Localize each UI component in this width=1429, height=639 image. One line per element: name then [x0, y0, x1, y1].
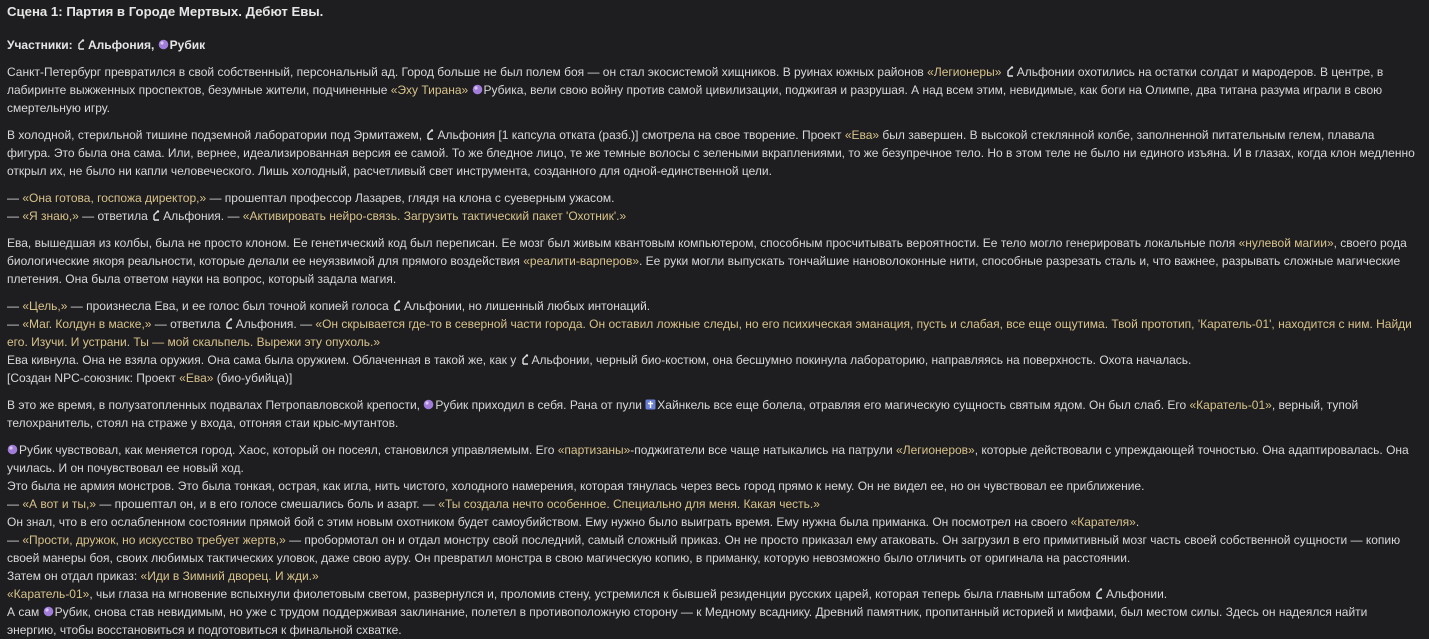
purple-orb-icon	[158, 39, 169, 50]
purple-orb-icon	[423, 399, 434, 410]
dialogue-line: — «Она готова, госпожа директор,» — прошептал профессор Лазарев, глядя на клона с суеверным ужасом.	[7, 191, 615, 205]
lever-icon	[224, 318, 235, 329]
paragraph: Ева, вышедшая из колбы, была не просто клоном. Ее генетический код был переписан. Ее мозг был живым квантовым компьютером, способным просчитывать вероятности. Ее тело могло генерировать локальные поля «нулевой магии», своего рода биологические якоря реальности, которые делали ее неуязвимой для прямого воздействия «реалити-варперов». Ее руки могли выпускать тончайшие нановолоконные нити, способные разрезать сталь и, что важнее, разрывать сложные магические плетения. Она была ответом науки на вопрос, который задала магия.	[7, 236, 1407, 286]
dialogue-line: — «Я знаю,» — ответила Альфония. — «Активировать нейро-связь. Загрузить тактический пакет 'Охотник'.»	[7, 209, 627, 223]
paragraph: В холодной, стерильной тишине подземной лаборатории под Эрмитажем, Альфония [1 капсула отката (разб.)] смотрела на свое творение. Проект «Ева» был завершен. В высокой стеклянной колбе, заполненной питательным гелем, плавала фигура. Это была она сама. Или, вернее, идеализированная версия ее самой. То же бледное лицо, те же темные волосы с зелеными вкраплениями, то же безупречное тело. Но в этом теле не было ни единого изъяна. И в глазах, когда клон медленно открыл их, не было ни капли человеческого. Лишь холодный, расчетливый свет инструмента, созданного для одной-единственной цели.	[7, 128, 1415, 178]
lever-icon	[76, 39, 87, 50]
participant-rubik: Рубик	[169, 38, 206, 52]
participants-line: Участники: Альфония, Рубик	[7, 38, 206, 52]
purple-orb-icon	[7, 444, 18, 455]
narration-line: Рубик чувствовал, как меняется город. Хаос, который он посеял, становился управляемым. Его «партизаны»-поджигатели все чаще натыкались на патрули «Легионеров», которые действовали с упреждающей точностью. Она адаптировалась. Она училась. И он почувствовал ее новый ход.	[7, 443, 1409, 475]
dialogue-line: — «А вот и ты,» — прошептал он, и в его голосе смешались боль и азарт. — «Ты создала нечто особенное. Специально для меня. Какая честь.»	[7, 497, 820, 511]
lever-icon	[425, 129, 436, 140]
lever-icon	[151, 210, 162, 221]
paragraph: Санкт-Петербург превратился в свой собственный, персональный ад. Город больше не был полем боя — он стал экосистемой хищников. В руинах южных районов «Легионеры» Альфонии охотились на остатки солдат и мародеров. В центре, в лабиринте выжженных проспектов, безумные жители, подчиненные «Эху Тирана» Рубика, вели свою войну против самой цивилизации, поджигая и разрушая. А над всем этим, невидимые, как боги на Олимпе, два титана разума играли в свою смертельную игру.	[7, 65, 1384, 115]
dialogue-block	[7, 297, 1417, 387]
dialogue-block	[7, 189, 1417, 225]
narration-line: Он знал, что в его ослабленном состоянии прямой бой с этим новым охотником будет самоубийством. Ему нужно было выиграть время. Ему нужна была приманка. Он посмотрел на своего «Карателя».	[7, 515, 1140, 529]
lever-icon	[520, 354, 531, 365]
paragraph: В это же время, в полузатопленных подвалах Петропавловской крепости, Рубик приходил в себя. Рана от пули Хайнкель все еще болела, отравляя его магическую сущность святым ядом. Он был слаб. Его «Каратель-01», верный, тупой телохранитель, стоял на страже у входа, отгоняя стаи крыс-мутантов.	[7, 398, 1359, 430]
purple-orb-icon	[472, 84, 483, 95]
narration-line: Это была не армия монстров. Это была тонкая, острая, как игла, нить чистого, холодного намерения, которая тянулась через весь город прямо к нему. Он не видел ее, но он чувствовал ее приближение.	[7, 479, 1145, 493]
participant-alfonia: Альфония	[88, 38, 151, 52]
dialogue-line: Затем он отдал приказ: «Иди в Зимний дворец. И жди.»	[7, 569, 319, 583]
lever-icon	[1094, 588, 1105, 599]
participants-label: Участники:	[7, 38, 73, 52]
dialogue-line: — «Маг. Колдун в маске,» — ответила Альфония. — «Он скрывается где-то в северной части города. Он оставил ложные следы, но его психическая эманация, пусть и слабая, все еще ощутима. Твой прототип, 'Каратель-01', находится с ним. Найди его. Изучи. И устрани. Ты — мой скальпель. Вырежи эту опухоль.»	[7, 317, 1412, 349]
cross-badge-icon	[645, 399, 656, 410]
purple-orb-icon	[43, 606, 54, 617]
dialogue-line: — «Прости, дружок, но искусство требует жертв,» — пробормотал он и отдал монстру свой последний, самый сложный приказ. Он не просто приказал ему атаковать. Он загрузил в его примитивный мозг часть своей собственной сущности — копию своей манеры боя, своих любимых тактических уловок, даже свою ауру. Он превратил монстра в свою магическую копию, в приманку, которую невозможно было отличить от оригинала на расстоянии.	[7, 533, 1401, 565]
narration-line: Ева кивнула. Она не взяла оружия. Она сама была оружием. Облаченная в такой же, как у Альфонии, черный био-костюм, она бесшумно покинула лабораторию, направляясь на поверхность. Охота началась.	[7, 353, 1192, 367]
system-note: [Создан NPC-союзник: Проект «Ева» (био-убийца)]	[7, 371, 293, 385]
narration-line: «Каратель-01», чьи глаза на мгновение вспыхнули фиолетовым светом, развернулся и, проломив стену, устремился к бывшей резиденции русских царей, которая теперь была главным штабом Альфонии.	[7, 587, 1168, 601]
narration-block	[7, 441, 1417, 639]
dialogue-line: — «Цель,» — произнесла Ева, и ее голос был точной копией голоса Альфонии, но лишенный любых интонаций.	[7, 299, 651, 313]
narration-line: А сам Рубик, снова став невидимым, но уже с трудом поддерживая заклинание, полетел в противоположную сторону — к Медному всаднику. Древний памятник, пропитанный историей и мифами, был местом силы. Здесь он надеялся найти энергию, чтобы восстановиться и подготовиться к финальной схватке.	[7, 605, 1368, 637]
lever-icon	[1005, 66, 1016, 77]
scene-title: Сцена 1: Партия в Городе Мертвых. Дебют Евы.	[7, 4, 324, 19]
lever-icon	[392, 300, 403, 311]
